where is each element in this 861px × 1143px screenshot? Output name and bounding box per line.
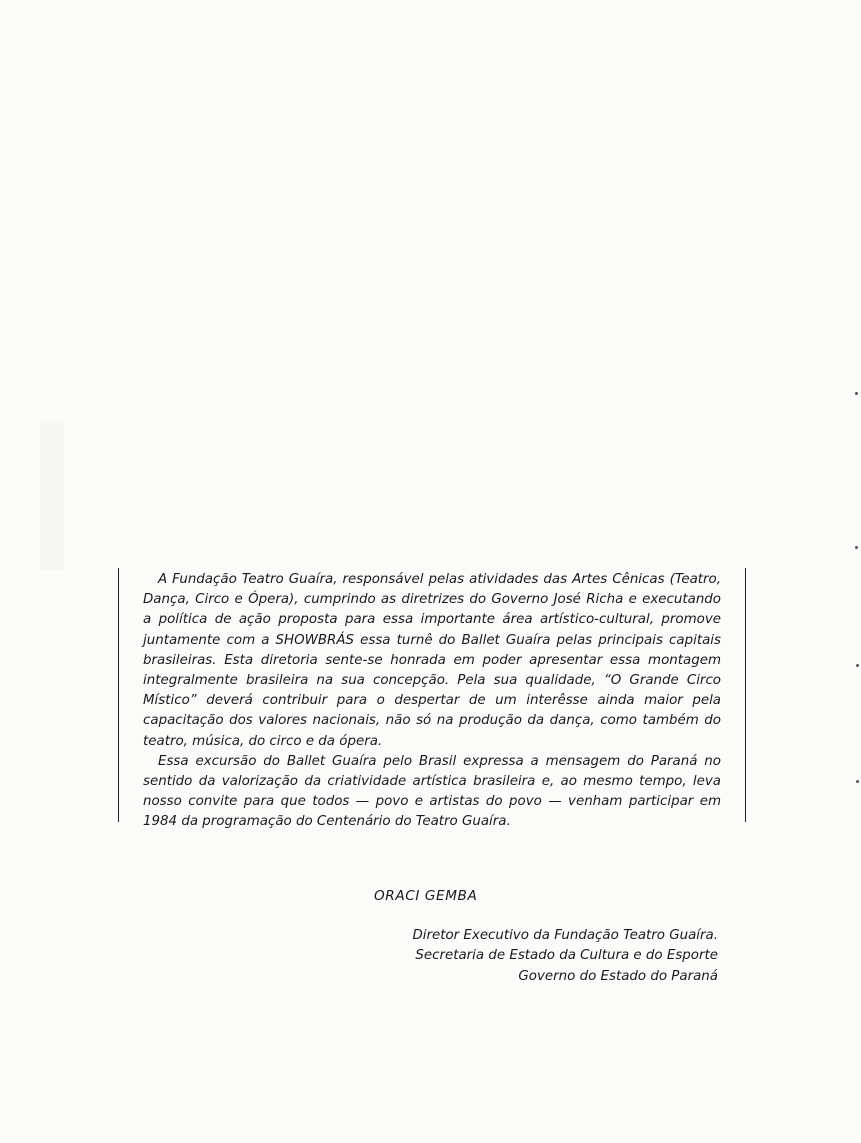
signature-name: ORACI GEMBA xyxy=(374,888,478,904)
margin-speck xyxy=(855,546,858,549)
paragraph-2: Essa excursão do Ballet Guaíra pelo Brasil expressa a mensagem do Paraná no sentido da valorização da criatividade artística brasileira e, ao mesmo tempo, leva nosso convite para que todos — povo e artistas do povo — venham participar em 1984 da programação do Centenário do Teatro Guaíra. xyxy=(143,753,721,830)
margin-speck xyxy=(855,392,858,395)
signer-title-line: Governo do Estado do Paraná xyxy=(518,968,718,984)
margin-speck xyxy=(856,780,859,783)
signer-title-line: Diretor Executivo da Fundação Teatro Guaíra. xyxy=(412,928,718,943)
message-body xyxy=(143,570,721,833)
show-through-shadow xyxy=(40,420,64,570)
signer-title-block xyxy=(338,926,718,987)
signer-title-line: Secretaria de Estado da Cultura e do Esporte xyxy=(415,948,718,964)
margin-speck xyxy=(856,664,859,667)
paragraph-1: A Fundação Teatro Guaíra, responsável pelas atividades das Artes Cênicas (Teatro, Dança, Circo e Ópera), cumprindo as diretrizes do Governo José Richa e executando a política de ação proposta para essa importante área artístico-cultural, promove juntamente com a SHOWBRÁS essa turnê do Ballet Guaíra pelas principais capitais brasileiras. Esta diretoria sente-se honrada em poder apresentar essa montagem integralmente brasileira na sua concepção. Pela sua qualidade, “O Grande Circo Místico” deverá contribuir para o despertar de um interêsse ainda maior pela capacitação dos valores nacionais, não só na produção da dança, como também do teatro, música, do circo e da ópera. xyxy=(143,572,721,749)
message-text-block xyxy=(118,568,746,830)
